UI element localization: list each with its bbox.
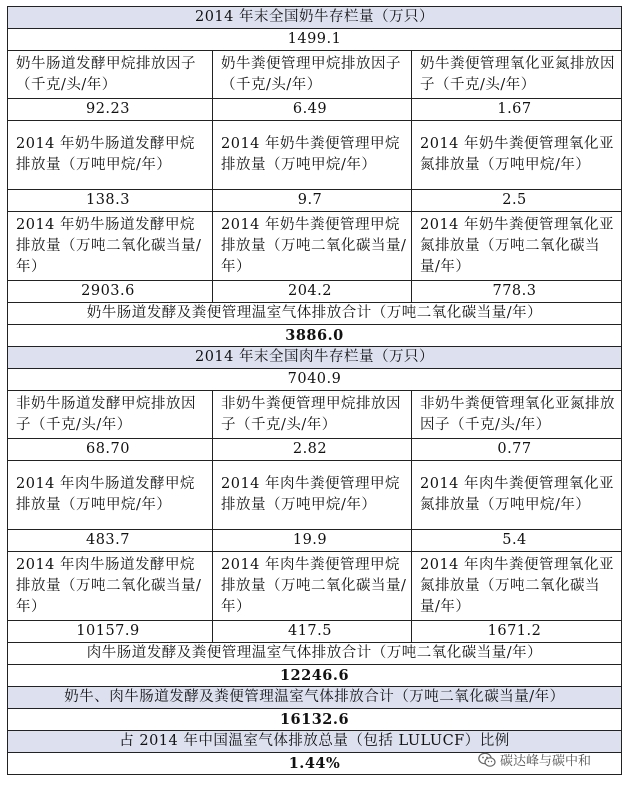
- dairy-factor-header-row: [8, 51, 622, 99]
- dairy-co2e-header-manure-n2o: 2014 年奶牛粪便管理氧化亚氮排放量（万吨二氧化碳当量/年）: [412, 212, 622, 281]
- beef-stock-title: 2014 年末全国肉牛存栏量（万只）: [8, 347, 622, 369]
- watermark: [478, 750, 591, 769]
- beef-co2e-header-manure-ch4: 2014 年肉牛粪便管理甲烷排放量（万吨二氧化碳当量/年）: [213, 552, 412, 621]
- dairy-co2e-header-manure-ch4: 2014 年奶牛粪便管理甲烷排放量（万吨二氧化碳当量/年）: [213, 212, 412, 281]
- dairy-factor-header-enteric: 奶牛肠道发酵甲烷排放因子（千克/头/年）: [8, 51, 213, 99]
- wechat-icon: [478, 752, 496, 768]
- beef-emission-header-manure-ch4: 2014 年肉牛粪便管理甲烷排放量（万吨甲烷/年）: [213, 461, 412, 530]
- beef-emission-value-enteric: 483.7: [8, 530, 213, 552]
- dairy-factor-header-manure-ch4: 奶牛粪便管理甲烷排放因子（千克/头/年）: [213, 51, 412, 99]
- beef-co2e-value-manure-n2o: 1671.2: [412, 621, 622, 643]
- beef-total-label-row: [8, 643, 622, 665]
- dairy-co2e-value-row: [8, 281, 622, 303]
- dairy-total-value: 3886.0: [8, 325, 622, 347]
- beef-co2e-header-enteric: 2014 年肉牛肠道发酵甲烷排放量（万吨二氧化碳当量/年）: [8, 552, 213, 621]
- beef-factor-value-row: [8, 439, 622, 461]
- beef-emission-header-enteric: 2014 年肉牛肠道发酵甲烷排放量（万吨甲烷/年）: [8, 461, 213, 530]
- dairy-co2e-value-enteric: 2903.6: [8, 281, 213, 303]
- beef-stock-value: 7040.9: [8, 369, 622, 391]
- dairy-total-value-row: [8, 325, 622, 347]
- beef-factor-value-manure-ch4: 2.82: [213, 439, 412, 461]
- emissions-table-container: [7, 6, 621, 775]
- beef-emission-value-manure-n2o: 5.4: [412, 530, 622, 552]
- emissions-table: [7, 6, 622, 775]
- beef-stock-value-row: [8, 369, 622, 391]
- combined-total-label: 奶牛、肉牛肠道发酵及粪便管理温室气体排放合计（万吨二氧化碳当量/年）: [8, 687, 622, 709]
- dairy-emission-header-manure-n2o: 2014 年奶牛粪便管理氧化亚氮排放量（万吨甲烷/年）: [412, 121, 622, 190]
- beef-total-value-row: [8, 665, 622, 687]
- dairy-factor-value-manure-n2o: 1.67: [412, 99, 622, 121]
- beef-factor-header-enteric: 非奶牛肠道发酵甲烷排放因子（千克/头/年）: [8, 391, 213, 439]
- beef-factor-header-manure-ch4: 非奶牛粪便管理甲烷排放因子（千克/头/年）: [213, 391, 412, 439]
- dairy-factor-header-manure-n2o: 奶牛粪便管理氧化亚氮排放因子（千克/头/年）: [412, 51, 622, 99]
- dairy-total-label-row: [8, 303, 622, 325]
- beef-co2e-header-manure-n2o: 2014 年肉牛粪便管理氧化亚氮排放量（万吨二氧化碳当量/年）: [412, 552, 622, 621]
- dairy-emission-header-row: [8, 121, 622, 190]
- dairy-emission-header-enteric: 2014 年奶牛肠道发酵甲烷排放量（万吨甲烷/年）: [8, 121, 213, 190]
- beef-co2e-value-manure-ch4: 417.5: [213, 621, 412, 643]
- beef-emission-header-manure-n2o: 2014 年肉牛粪便管理氧化亚氮排放量（万吨甲烷/年）: [412, 461, 622, 530]
- beef-co2e-header-row: [8, 552, 622, 621]
- dairy-co2e-value-manure-n2o: 778.3: [412, 281, 622, 303]
- dairy-emission-value-row: [8, 190, 622, 212]
- dairy-co2e-header-row: [8, 212, 622, 281]
- dairy-stock-title: 2014 年末全国奶牛存栏量（万只）: [8, 7, 622, 29]
- beef-emission-value-row: [8, 530, 622, 552]
- share-label: 占 2014 年中国温室气体排放总量（包括 LULUCF）比例: [8, 731, 622, 753]
- beef-total-label: 肉牛肠道发酵及粪便管理温室气体排放合计（万吨二氧化碳当量/年）: [8, 643, 622, 665]
- share-value: 1.44%: [8, 753, 622, 775]
- dairy-co2e-value-manure-ch4: 204.2: [213, 281, 412, 303]
- beef-factor-header-manure-n2o: 非奶牛粪便管理氧化亚氮排放因子（千克/头/年）: [412, 391, 622, 439]
- beef-total-value: 12246.6: [8, 665, 622, 687]
- dairy-emission-value-manure-n2o: 2.5: [412, 190, 622, 212]
- beef-stock-title-row: [8, 347, 622, 369]
- dairy-emission-value-enteric: 138.3: [8, 190, 213, 212]
- beef-factor-value-manure-n2o: 0.77: [412, 439, 622, 461]
- dairy-total-label: 奶牛肠道发酵及粪便管理温室气体排放合计（万吨二氧化碳当量/年）: [8, 303, 622, 325]
- combined-total-value: 16132.6: [8, 709, 622, 731]
- dairy-co2e-header-enteric: 2014 年奶牛肠道发酵甲烷排放量（万吨二氧化碳当量/年）: [8, 212, 213, 281]
- beef-emission-header-row: [8, 461, 622, 530]
- dairy-stock-value: 1499.1: [8, 29, 622, 51]
- combined-total-label-row: [8, 687, 622, 709]
- beef-factor-value-enteric: 68.70: [8, 439, 213, 461]
- dairy-factor-value-row: [8, 99, 622, 121]
- dairy-stock-title-row: [8, 7, 622, 29]
- beef-co2e-value-enteric: 10157.9: [8, 621, 213, 643]
- dairy-factor-value-manure-ch4: 6.49: [213, 99, 412, 121]
- watermark-text: 碳达峰与碳中和: [500, 754, 592, 769]
- beef-co2e-value-row: [8, 621, 622, 643]
- dairy-factor-value-enteric: 92.23: [8, 99, 213, 121]
- combined-total-value-row: [8, 709, 622, 731]
- dairy-emission-value-manure-ch4: 9.7: [213, 190, 412, 212]
- beef-factor-header-row: [8, 391, 622, 439]
- dairy-emission-header-manure-ch4: 2014 年奶牛粪便管理甲烷排放量（万吨甲烷/年）: [213, 121, 412, 190]
- dairy-stock-value-row: [8, 29, 622, 51]
- beef-emission-value-manure-ch4: 19.9: [213, 530, 412, 552]
